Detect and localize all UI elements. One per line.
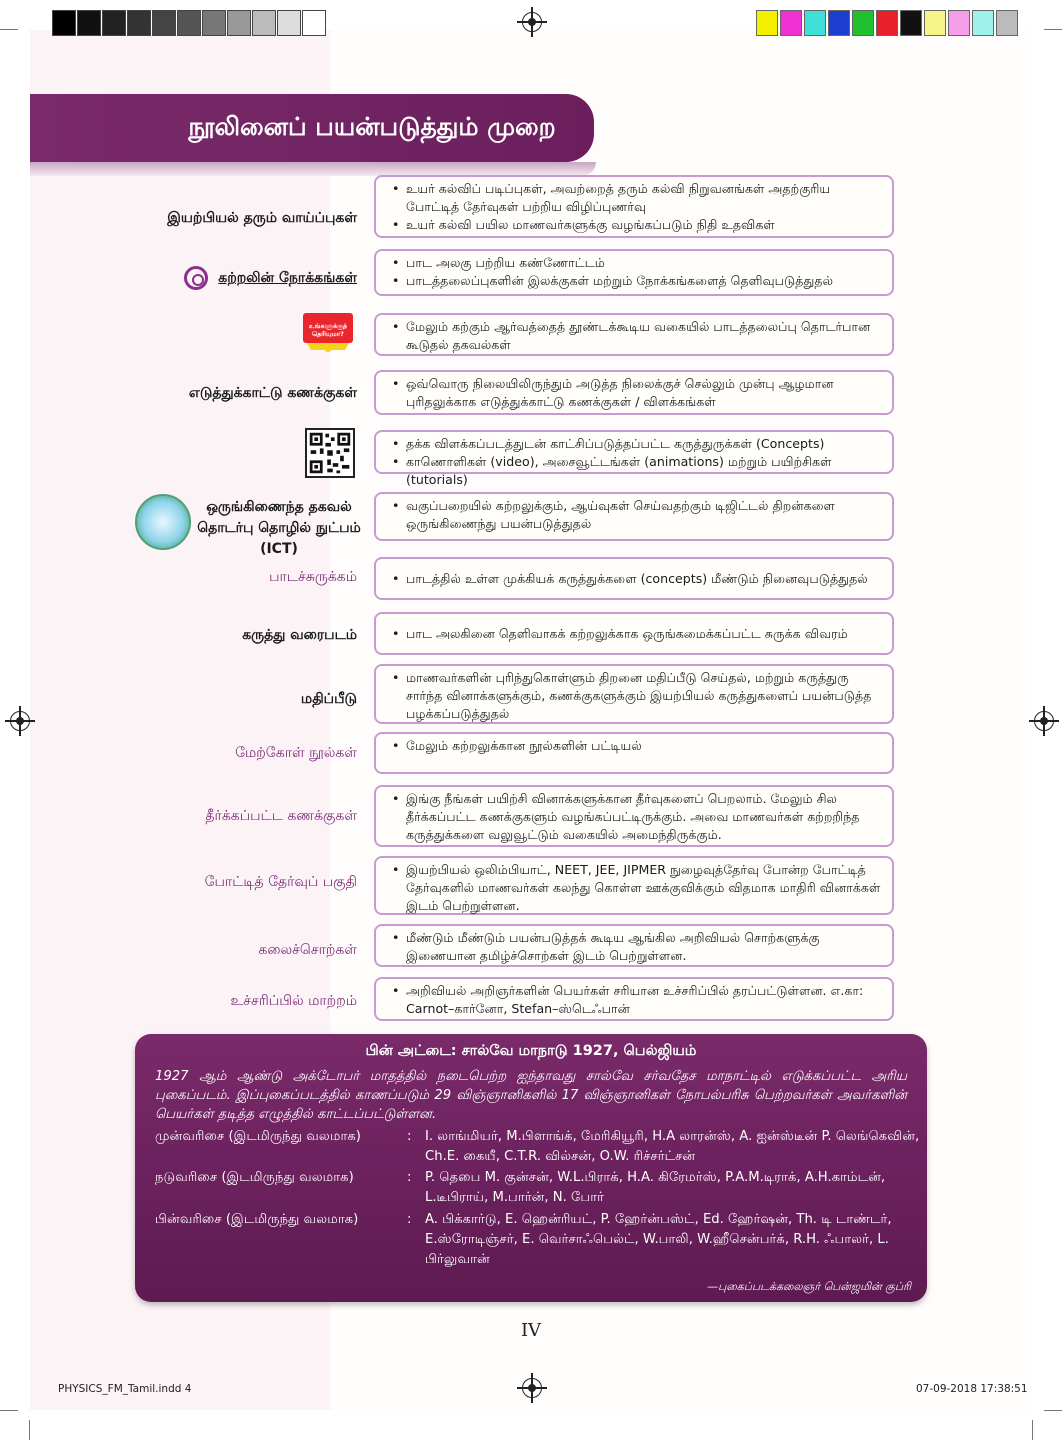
row-label-solved-problems: தீர்க்கப்பட்ட கணக்குகள் (205, 808, 357, 824)
row-label-opportunities: இயற்பியல் தரும் வாய்ப்புகள் (167, 210, 357, 226)
row-box-solved-problems (374, 785, 894, 847)
row-box-know-more (374, 313, 894, 356)
row-label-concept-map: கருத்து வரைபடம் (242, 627, 357, 643)
row-box-glossary (374, 924, 894, 967)
row-box-examples (374, 370, 894, 415)
back-cover-title: பின் அட்டை: சால்வே மாநாடு 1927, பெல்ஜியம் (365, 1043, 697, 1059)
row-box-summary (374, 557, 894, 600)
list-item: • அறிவியல் அறிஞர்களின் பெயர்கள் சரியான உச்சரிப்பில் தரப்பட்டுள்ளன. எ.கா: Carnot–கார்னோ, Stefan–ஸ்டெஃபான் (406, 982, 882, 1018)
row-box-digital-resources (374, 430, 894, 487)
registration-mark-bottom (522, 1378, 542, 1398)
know-more-badge-text: உங்களுக்குத் தெரியுமா? (308, 322, 348, 338)
list-item: • பாடத்தலைப்புகளின் இலக்குகள் மற்றும் நோக்கங்களைத் தெளிவுபடுத்துதல் (406, 272, 882, 290)
front-row-name-list: I. லாங்மியர், M.பிளாங்க், மேரிகியூரி, H.A லாரன்ஸ், A. ஐன்ஸ்டீன் P. லெங்கெவின், Ch.E. கையீ, C.T.R. வில்சன், O.W. ரிச்சர்ட்சன் (425, 1129, 920, 1164)
list-item: • இயற்பியல் ஒலிம்பியாட், NEET, JEE, JIPMER நுழைவுத்தேர்வு போன்ற போட்டித் தேர்வுகளில் மாணவர்கள் கலந்து கொள்ள ஊக்குவிக்கும் விதமாக மாதிரி வினாக்கள் இடம் பெற்றுள்ளன. (406, 861, 882, 915)
list-item: • மாணவர்களின் புரிந்துகொள்ளும் திறனை மதிப்பீடு செய்தல், மற்றும் கருத்துரு சார்ந்த வினாக்களுக்கும், கணக்குகளுக்கும் இயற்பியல் கருத்துகளைப் பயன்படுத்த பழக்கப்படுத்துதல் (406, 669, 882, 723)
row-label-references: மேற்கோள் நூல்கள் (235, 745, 357, 761)
trim-mark (0, 29, 18, 30)
page-title: நூலினைப் பயன்படுத்தும் முறை (188, 111, 556, 141)
grayscale-calibration-bar (52, 10, 327, 36)
row-box-concept-map (374, 612, 894, 655)
registration-mark-right (1034, 711, 1054, 731)
list-item: • பாட அலகினை தெளிவாகக் கற்றலுக்காக ஒருங்கமைக்கப்பட்ட சுருக்க விவரம் (406, 617, 882, 650)
page-number: IV (520, 1320, 542, 1341)
colon: : (407, 1170, 412, 1185)
registration-mark-top (522, 12, 542, 32)
row-box-opportunities (374, 175, 894, 238)
middle-row-name-list: P. தெபை M. குன்சன், W.L.பிராக், H.A. கிரேமர்ஸ், P.A.M.டிராக், A.H.காம்டன், L.டீபிராய், M.பார்ன், N. போர் (425, 1170, 886, 1205)
row-label-ict: ஒருங்கிணைந்த தகவல் தொடர்பு தொழில் நுட்பம் (ICT) (197, 499, 361, 557)
color-calibration-bar (756, 10, 1020, 36)
list-item: • ஒவ்வொரு நிலையிலிருந்தும் அடுத்த நிலைக்குச் செல்லும் முன்பு ஆழமான புரிதலுக்காக எடுத்துக்காட்டு கணக்குகள் / விளக்கங்கள் (406, 375, 882, 411)
list-item: • காணொளிகள் (video), அசைவூட்டங்கள் (animations) மற்றும் பயிற்சிகள் (tutorials) (406, 453, 882, 489)
list-item: • இங்கு நீங்கள் பயிற்சி வினாக்களுக்கான தீர்வுகளைப் பெறலாம். மேலும் சில தீர்க்கப்பட்ட கணக்குகளும் வழங்கப்பட்டிருக்கும். அவை மாணவர்கள் கற்றறிந்த கருத்துக்களை வலுவூட்டும் வகையில் அமைந்திருக்கும். (406, 790, 882, 844)
row-box-pronunciation (374, 977, 894, 1021)
colon: : (407, 1129, 412, 1144)
ict-icon (135, 494, 191, 550)
page-title-banner (30, 94, 594, 162)
photo-credit: —புகைப்படக்கலைஞர் பென்ஜமின் குப்ரி (707, 1280, 911, 1293)
target-icon (184, 266, 208, 290)
back-row-label: பின்வரிசை (இடமிருந்து வலமாக) (155, 1212, 359, 1227)
row-box-learning-objectives (374, 249, 894, 296)
row-label-evaluation: மதிப்பீடு (300, 691, 357, 707)
list-item: • தக்க விளக்கப்படத்துடன் காட்சிப்படுத்தப்பட்ட கருத்துருக்கள் (Concepts) (406, 435, 882, 453)
list-item: • உயர் கல்விப் படிப்புகள், அவற்றைத் தரும் கல்வி நிறுவனங்கள் அதற்குரிய போட்டித் தேர்வுகள் பற்றிய விழிப்புணர்வு (406, 180, 882, 216)
trim-mark (0, 1410, 18, 1411)
row-label-learning-objectives: கற்றலின் நோக்கங்கள் (218, 270, 357, 286)
trim-mark (1032, 1420, 1033, 1440)
row-label-pronunciation: உச்சரிப்பில் மாற்றம் (230, 993, 357, 1009)
row-label-glossary: கலைச்சொற்கள் (258, 942, 357, 958)
row-label-summary: பாடச்சுருக்கம் (269, 569, 357, 585)
colon: : (407, 1212, 412, 1227)
qr-code-icon (305, 428, 355, 478)
list-item: • மேலும் கற்றலுக்கான நூல்களின் பட்டியல் (406, 737, 882, 755)
back-row-name-list: A. பிக்கார்டு, E. ஹென்ரியட், P. ஹேர்ன்பஸ்ட், Ed. ஹேர்ஷன், Th. டி டாண்டர், E.ஸ்ரோடிஞ்சர், E. வெர்சாஃபெல்ட், W.பாலி, W.ஹீசென்பர்க், R.H. ஃபாலர், L. பிர்லுவான் (425, 1212, 892, 1267)
row-box-ict (374, 492, 894, 541)
list-item: • பாடத்தில் உள்ள முக்கியக் கருத்துக்களை (concepts) மீண்டும் நினைவுபடுத்துதல் (406, 562, 882, 595)
file-name-slug: PHYSICS_FM_Tamil.indd 4 (58, 1383, 192, 1395)
trim-mark (1044, 1410, 1062, 1411)
list-item: • பாட அலகு பற்றிய கண்ணோட்டம் (406, 254, 882, 272)
back-cover-info-panel (135, 1034, 927, 1302)
back-cover-description: 1927 ஆம் ஆண்டு அக்டோபர் மாதத்தில் நடைபெற்ற ஐந்தாவது சால்வே சர்வதேச மாநாட்டில் எடுக்கப்பட்ட அரிய புகைப்படம். இப்புகைப்படத்தில் காணப்படும் 29 விஞ்ஞானிகளில் 17 விஞ்ஞானிகள் நோபல்பரிசு பெற்றவர்கள் அவர்களின் பெயர்கள் தடித்த எழுத்தில் காட்டப்பட்டுள்ளன. (155, 1069, 907, 1122)
list-item: • மீண்டும் மீண்டும் பயன்படுத்தக் கூடிய ஆங்கில அறிவியல் சொற்களுக்கு இணையான தமிழ்ச்சொற்கள் இடம் பெற்றுள்ளன. (406, 929, 882, 965)
list-item: • உயர் கல்வி பயில மாணவர்களுக்கு வழங்கப்படும் நிதி உதவிகள் (406, 216, 882, 234)
trim-mark (29, 1420, 30, 1440)
print-timestamp: 07-09-2018 17:38:51 (916, 1383, 1028, 1395)
row-label-competitive-exams: போட்டித் தேர்வுப் பகுதி (204, 874, 357, 890)
row-label-examples: எடுத்துக்காட்டு கணக்குகள் (188, 385, 357, 401)
row-box-competitive-exams (374, 856, 894, 915)
front-row-label: முன்வரிசை (இடமிருந்து வலமாக) (155, 1129, 361, 1144)
registration-mark-left (10, 711, 30, 731)
list-item: • மேலும் கற்கும் ஆர்வத்தைத் தூண்டக்கூடிய வகையில் பாடத்தலைப்பு தொடர்பான கூடுதல் தகவல்கள் (406, 318, 882, 354)
middle-row-label: நடுவரிசை (இடமிருந்து வலமாக) (155, 1170, 354, 1185)
row-box-evaluation (374, 664, 894, 724)
row-box-references (374, 732, 894, 774)
list-item: • வகுப்பறையில் கற்றலுக்கும், ஆய்வுகள் செய்வதற்கும் டிஜிட்டல் திறன்களை ஒருங்கிணைந்து பயன்படுத்துதல் (406, 497, 882, 533)
title-banner-shadow (30, 162, 596, 176)
trim-mark (1044, 29, 1062, 30)
